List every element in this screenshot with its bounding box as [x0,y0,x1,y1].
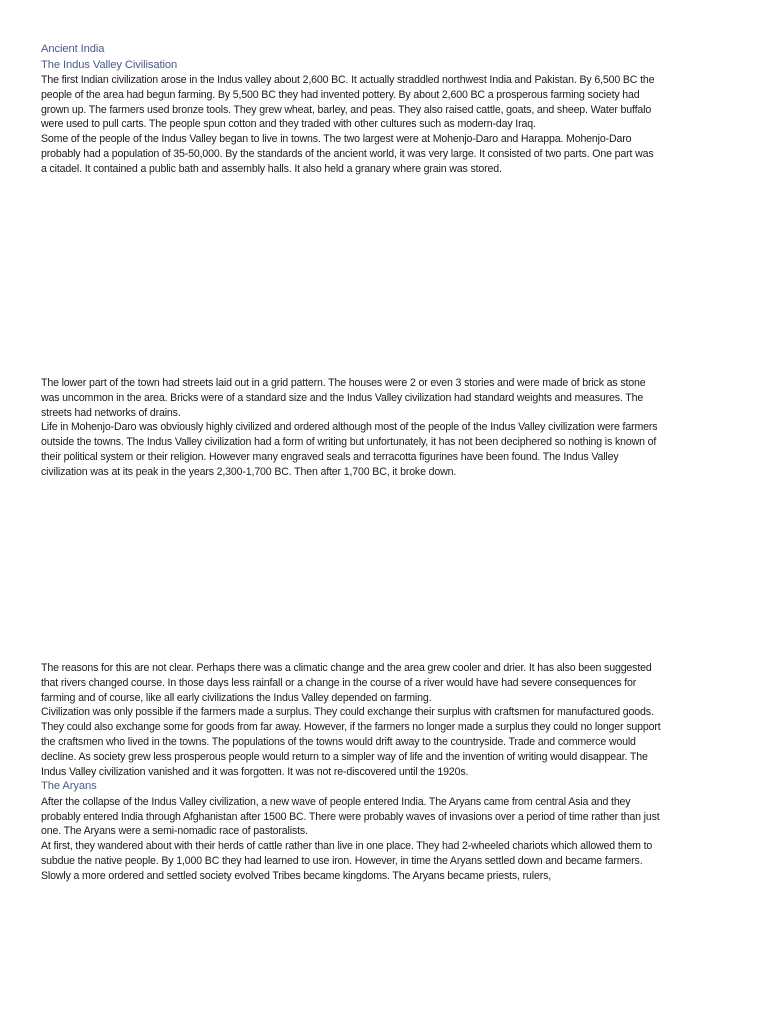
paragraph: Civilization was only possible if the farmers made a surplus. They could exchange their surplus with craftsmen for manufactured goods. They could also exchange some for goods from far away. However, if the farmers no longer made a surplus they could no longer support the craftsmen who lived in the towns. The populations of the towns would drift away to the countryside. Trade and commerce would decline. As society grew less prosperous people would return to a simpler way of life and the invention of writing would disappear. The Indus Valley civilization vanished and it was forgotten. It was not re-discovered until the 1920s. [41,706,661,778]
paragraph: Life in Mohenjo-Daro was obviously highly civilized and ordered although most of the people of the Indus Valley civilization were farmers outside the towns. The Indus Valley civilization had a form of writing but unfortunately, it has not been deciphered so nothing is known of their political system or their religion. However many engraved seals and terracotta figurines have been found. The Indus Valley civilization was at its peak in the years 2,300-1,700 BC. Then after 1,700 BC, it broke down. [41,421,658,478]
paragraph: The lower part of the town had streets laid out in a grid pattern. The houses were 2 or even 3 stories and were made of brick as stone was uncommon in the area. Bricks were of a standard size and the Indus Valley civilization had standard weights and measures. The streets had networks of drains. [41,377,646,419]
paragraph: The first Indian civilization arose in the Indus valley about 2,600 BC. It actually straddled northwest India and Pakistan. By 6,500 BC the people of the area had begun farming. By 5,500 BC they had invented pottery. By about 2,600 BC a prosperous farming society had grown up. The farmers used bronze tools. They grew wheat, barley, and peas. They also raised cattle, goats, and sheep. Water buffalo were used to pull carts. The people spun cotton and they traded with other cultures such as modern-day Iraq. [41,74,655,131]
paragraph: At first, they wandered about with their herds of cattle rather than live in one place. They had 2-wheeled chariots which allowed them to subdue the native people. By 1,000 BC they had learned to use iron. However, in time the Aryans settled down and became farmers. Slowly a more ordered and settled society evolved Tribes became kingdoms. The Aryans became priests, rulers, [41,840,653,882]
text-block-mohenjo-daro [41,376,661,480]
document-title: Ancient India [41,43,105,55]
section-heading-aryans: The Aryans [41,780,97,793]
paragraph: The reasons for this are not clear. Perhaps there was a climatic change and the area grew cooler and drier. It has also been suggested that rivers changed course. In those days less rainfall or a change in the course of a river would have had severe consequences for farming and of course, like all early civilizations the Indus Valley depended on farming. [41,662,652,704]
section-heading-indus-valley: The Indus Valley Civilisation [41,58,178,71]
text-block-intro [41,42,661,177]
paragraph: After the collapse of the Indus Valley civilization, a new wave of people entered India. The Aryans came from central Asia and they probably entered India through Afghanistan after 1500 BC. There were probably waves of invasions over a period of time rather than just one. The Aryans were a semi-nomadic race of pastoralists. [41,795,660,838]
text-block-decline-and-aryans [41,661,661,884]
paragraph: Some of the people of the Indus Valley began to live in towns. The two largest were at Mohenjo-Daro and Harappa. Mohenjo-Daro probably had a population of 35-50,000. By the standards of the ancient world, it was very large. It consisted of two parts. One part was a citadel. It contained a public bath and assembly halls. It also held a granary where grain was stored. [41,133,654,175]
